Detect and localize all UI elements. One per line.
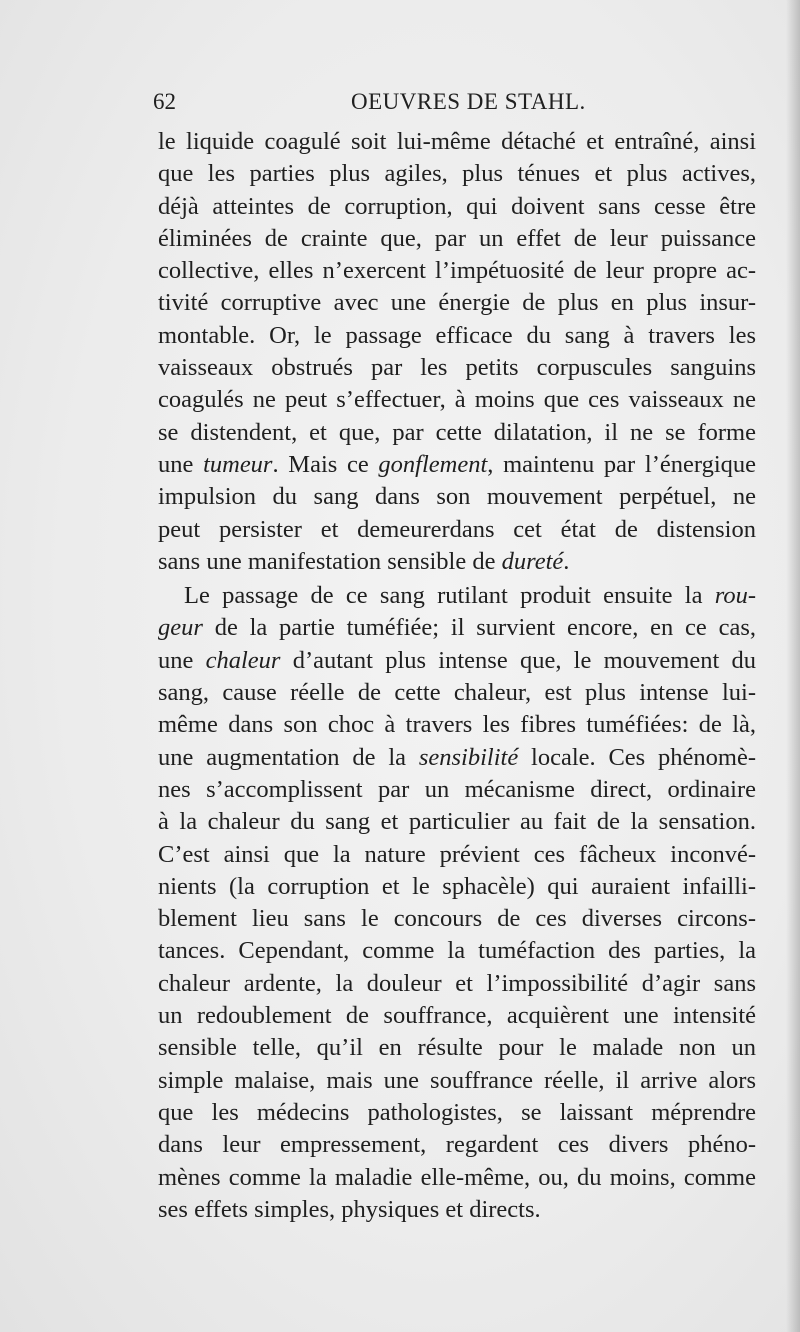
text-line: sang, cause réelle de cette chaleur, est plus intense lui- xyxy=(158,679,756,707)
text-line: sans une manifestation sensible de dureté. xyxy=(158,547,570,575)
text-line: impulsion du sang dans son mouvement perpétuel, ne xyxy=(158,483,756,511)
italic-term: gonflement xyxy=(378,450,488,478)
text-line: un redoublement de souffrance, acquièrent une intensité xyxy=(158,1002,756,1030)
text-line: simple malaise, mais une souffrance réelle, il arrive alors xyxy=(158,1066,756,1094)
text-line: une augmentation de la sensibilité locale. Ces phénomè- xyxy=(158,743,757,771)
text-line: montable. Or, le passage efficace du sang à travers les xyxy=(158,321,756,349)
page-edge-shadow xyxy=(786,0,800,1332)
running-title: OEUVRES DE STAHL. xyxy=(351,89,586,114)
text-line: se distendent, et que, par cette dilatation, il ne se forme xyxy=(158,418,756,446)
italic-term: rou- xyxy=(714,582,756,610)
text-line: C’est ainsi que la nature prévient ces fâcheux inconvé- xyxy=(158,840,756,868)
text-line: que les parties plus agiles, plus ténues et plus actives, xyxy=(158,160,756,188)
text-line: même dans son choc à travers les fibres tuméfiées: de là, xyxy=(158,711,756,739)
text-line: le liquide coagulé soit lui-même détaché et entraîné, ainsi xyxy=(158,128,756,155)
text-line: une chaleur d’autant plus intense que, le mouvement du xyxy=(158,646,757,674)
italic-term: tumeur xyxy=(203,450,273,478)
text-line: coagulés ne peut s’effectuer, à moins que ces vaisseaux ne xyxy=(158,386,756,414)
italic-term: dureté xyxy=(501,547,564,575)
text-line: dans leur empressement, regardent ces divers phéno- xyxy=(158,1131,756,1159)
text-line: ses effets simples, physiques et directs. xyxy=(158,1195,541,1223)
text-line: sensible telle, qu’il en résulte pour le malade non un xyxy=(158,1034,756,1062)
text-line: mènes comme la maladie elle-même, ou, du moins, comme xyxy=(158,1163,756,1191)
text-line: déjà atteintes de corruption, qui doivent sans cesse être xyxy=(158,192,756,220)
page-number: 62 xyxy=(153,89,176,114)
text-line: blement lieu sans le concours de ces diverses circons- xyxy=(158,905,756,933)
italic-term: sensibilité xyxy=(418,743,519,771)
text-line: à la chaleur du sang et particulier au fait de la sensation. xyxy=(158,808,756,836)
text-line: que les médecins pathologistes, se laissant méprendre xyxy=(158,1098,756,1126)
text-line: tances. Cependant, comme la tuméfaction des parties, la xyxy=(158,937,756,965)
text-line: tivité corruptive avec une énergie de plus en plus insur- xyxy=(158,289,756,317)
text-line: nients (la corruption et le sphacèle) qui auraient infailli- xyxy=(158,872,756,900)
text-line: nes s’accomplissent par un mécanisme direct, ordinaire xyxy=(158,775,756,803)
page-header xyxy=(153,84,753,120)
text-line: éliminées de crainte que, par un effet de leur puissance xyxy=(158,224,756,252)
text-line: vaisseaux obstrués par les petits corpuscules sanguins xyxy=(158,354,756,382)
italic-term: chaleur xyxy=(205,646,281,674)
body-text xyxy=(158,126,756,1226)
italic-term: geur xyxy=(158,614,203,642)
text-line: geur de la partie tuméfiée; il survient encore, en ce cas, xyxy=(158,614,756,642)
text-line: peut persister et demeurerdans cet état de distension xyxy=(158,515,756,543)
text-line: chaleur ardente, la douleur et l’impossibilité d’agir sans xyxy=(158,969,756,997)
text-line: une tumeur. Mais ce gonflement, maintenu par l’énergique xyxy=(158,450,757,478)
text-line: collective, elles n’exercent l’impétuosité de leur propre ac- xyxy=(158,257,756,285)
text-line: Le passage de ce sang rutilant produit ensuite la rou- xyxy=(184,582,756,610)
